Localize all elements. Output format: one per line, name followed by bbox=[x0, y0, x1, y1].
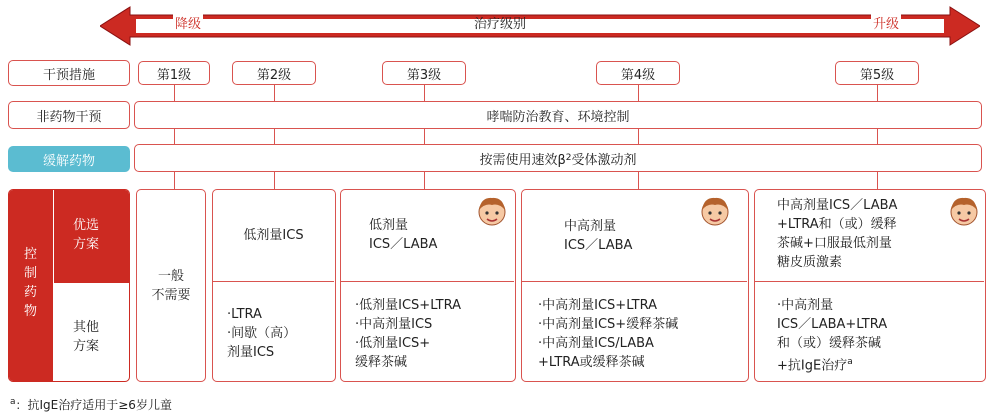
connector bbox=[274, 129, 275, 144]
footnote-text: ：抗IgE治疗适用于≥6岁儿童 bbox=[15, 398, 172, 412]
reliever-subscript: 2 bbox=[565, 153, 572, 163]
step5-controller-box bbox=[754, 189, 986, 382]
step3-preferred: 低剂量 ICS／LABA bbox=[369, 218, 438, 252]
treatment-level-arrow bbox=[100, 5, 980, 47]
footnote-mark: a bbox=[10, 397, 16, 407]
connector bbox=[877, 129, 878, 144]
step-2: 第2级 bbox=[232, 61, 316, 85]
reliever-text: 按需使用速效β bbox=[479, 152, 566, 168]
divider bbox=[213, 281, 334, 282]
child-face-icon bbox=[698, 194, 732, 228]
reliever-box bbox=[134, 144, 982, 172]
row-label-reliever: 缓解药物 bbox=[8, 146, 130, 172]
footnote-superscript: a bbox=[847, 357, 853, 367]
divider bbox=[522, 281, 747, 282]
connector bbox=[274, 172, 275, 189]
other-label: 其他方案 bbox=[73, 320, 100, 354]
step1-controller-box bbox=[136, 189, 206, 382]
nonpharm-box: 哮喘防治教育、环境控制 bbox=[134, 101, 982, 129]
step-4: 第4级 bbox=[596, 61, 680, 85]
downgrade-label: 降级 bbox=[173, 13, 203, 32]
connector bbox=[424, 85, 425, 101]
step2-other: ·LTRA ·间歇（高） 剂量ICS bbox=[227, 307, 297, 360]
treatment-level-label: 治疗级别 bbox=[474, 17, 527, 32]
divider bbox=[341, 281, 514, 282]
connector bbox=[424, 129, 425, 144]
footnote bbox=[10, 396, 172, 413]
step1-text: 一般 不需要 bbox=[151, 268, 191, 303]
reliever-text-tail: 受体激动剂 bbox=[571, 152, 637, 168]
connector bbox=[274, 85, 275, 101]
connector bbox=[877, 85, 878, 101]
connector bbox=[638, 172, 639, 189]
step-1: 第1级 bbox=[138, 61, 210, 85]
divider bbox=[755, 281, 984, 282]
step5-other-text: ·中高剂量 ICS／LABA+LTRA 和（或）缓释茶碱 +抗IgE治疗 bbox=[777, 298, 888, 374]
step4-preferred: 中高剂量 ICS／LABA bbox=[564, 219, 633, 253]
connector bbox=[174, 85, 175, 101]
step3-other: ·低剂量ICS+LTRA ·中高剂量ICS ·低剂量ICS+ 缓释茶碱 bbox=[355, 298, 461, 370]
controller-label: 控制药物 bbox=[24, 247, 38, 319]
step4-controller-box bbox=[521, 189, 749, 382]
connector bbox=[174, 129, 175, 144]
upgrade-label: 升级 bbox=[871, 13, 901, 32]
preferred-label: 优选方案 bbox=[73, 218, 100, 252]
step5-preferred: 中高剂量ICS／LABA +LTRA和（或）缓释 茶碱+口服最低剂量 糖皮质激素 bbox=[777, 198, 898, 270]
step2-controller-box bbox=[212, 189, 336, 382]
connector bbox=[174, 172, 175, 189]
child-face-icon bbox=[475, 194, 509, 228]
connector bbox=[638, 85, 639, 101]
connector bbox=[877, 172, 878, 189]
step4-other: ·中高剂量ICS+LTRA ·中高剂量ICS+缓释茶碱 ·中高剂量ICS/LABA +LTRA或缓释茶碱 bbox=[538, 298, 679, 370]
connector bbox=[424, 172, 425, 189]
step2-preferred: 低剂量ICS bbox=[243, 228, 304, 243]
step-5: 第5级 bbox=[835, 61, 919, 85]
step3-controller-box bbox=[340, 189, 516, 382]
row-label-nonpharm: 非药物干预 bbox=[8, 101, 130, 129]
step5-other bbox=[777, 296, 977, 375]
child-face-icon bbox=[947, 194, 981, 228]
controller-block bbox=[8, 189, 130, 382]
connector bbox=[638, 129, 639, 144]
step-3: 第3级 bbox=[382, 61, 466, 85]
row-label-intervention: 干预措施 bbox=[8, 60, 130, 86]
